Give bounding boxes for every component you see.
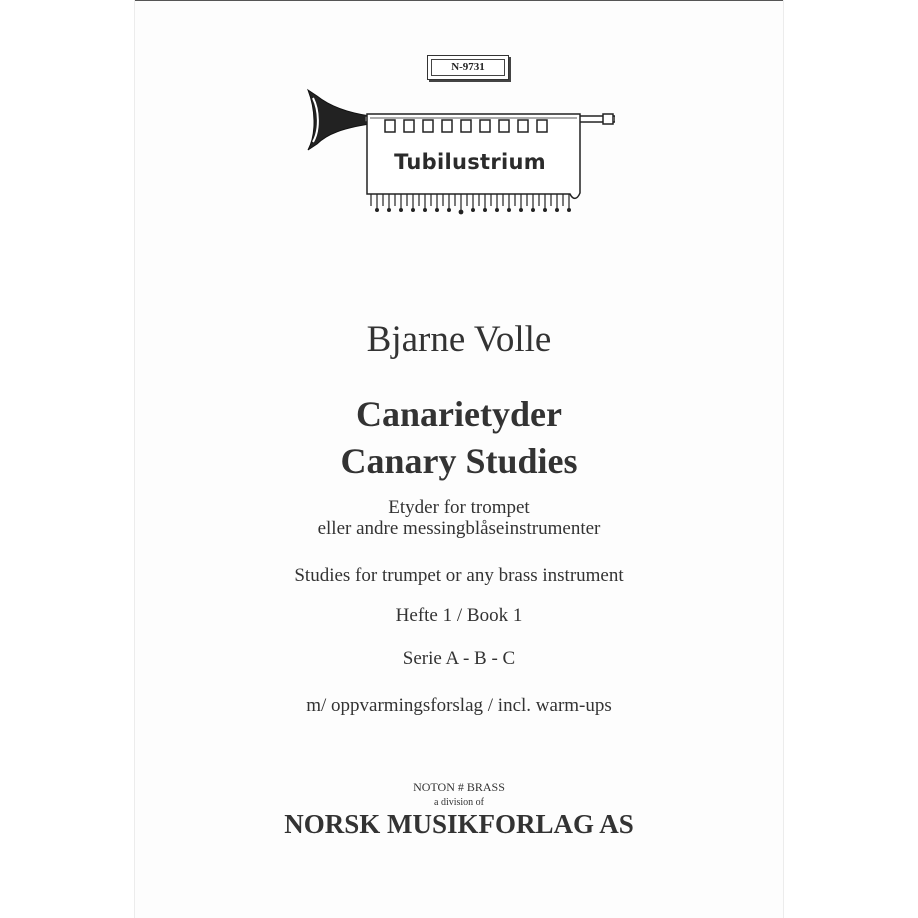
subtitle-english: Studies for trumpet or any brass instrument	[294, 565, 624, 586]
book-number: Hefte 1 / Book 1	[395, 605, 523, 626]
cover-page	[135, 0, 783, 918]
title-norwegian: Canarietyder	[356, 394, 562, 434]
title-english: Canary Studies	[340, 441, 578, 481]
top-border	[135, 0, 783, 1]
subtitle-norwegian-line2: eller andre messingblåseinstrumenter	[317, 518, 601, 539]
author-name: Bjarne Volle	[366, 319, 552, 360]
series-label: Serie A - B - C	[402, 648, 516, 669]
subtitle-norwegian-line1: Etyder for trompet	[388, 497, 530, 518]
warmups-note: m/ oppvarmingsforslag / incl. warm-ups	[306, 695, 612, 716]
logo-wordmark: Tubilustrium	[394, 150, 546, 174]
catalog-number-box	[427, 55, 509, 80]
catalog-number: N-9731	[431, 59, 505, 76]
division-text: a division of	[434, 797, 484, 808]
imprint-name: NOTON # BRASS	[413, 780, 505, 794]
publisher-name: NORSK MUSIKFORLAG AS	[284, 809, 634, 839]
